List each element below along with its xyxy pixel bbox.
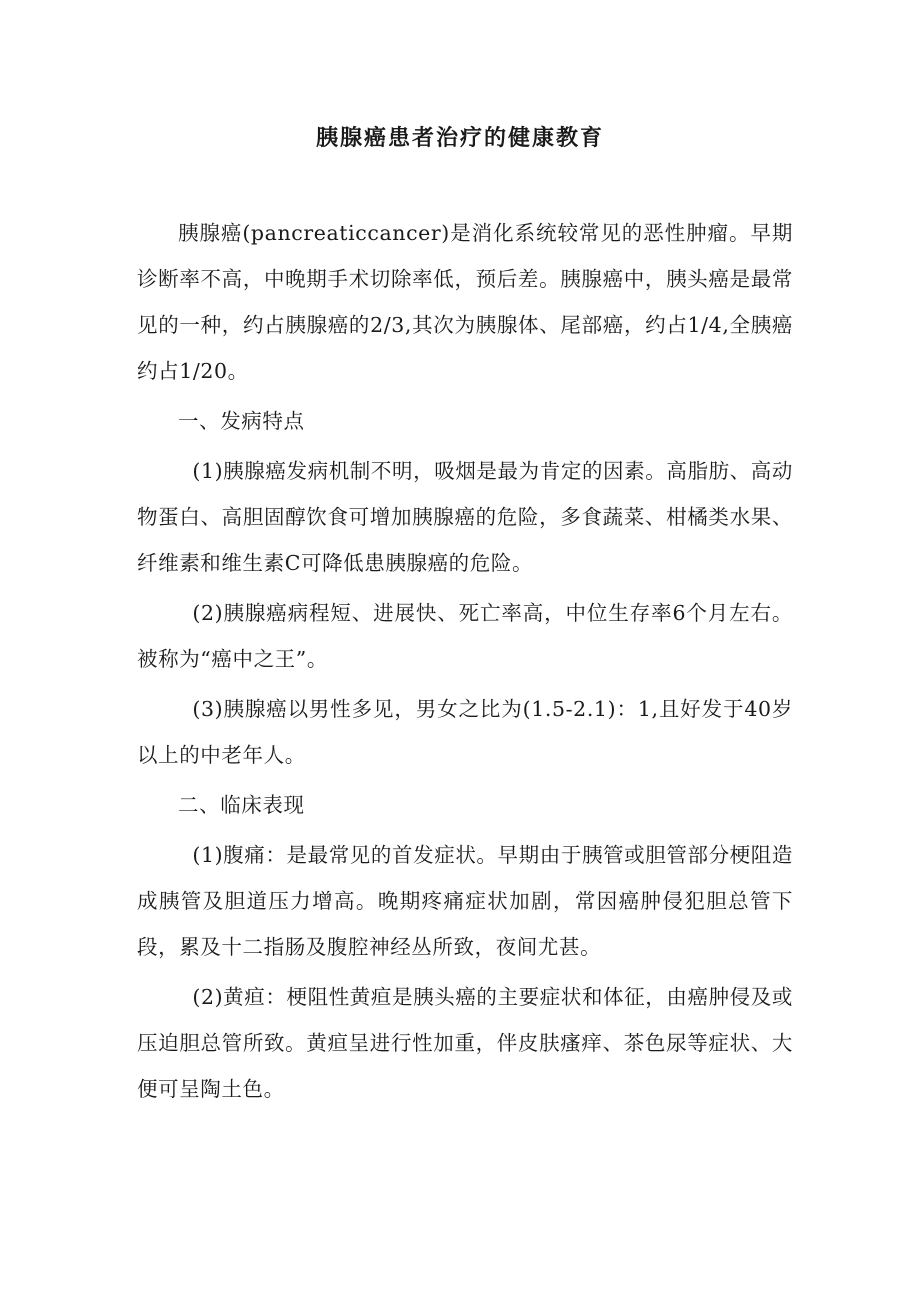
document-body (137, 210, 793, 1116)
section-heading-onset: 一、发病特点 (178, 409, 305, 433)
clinical-item-2: (2)黄疸：梗阻性黄疸是胰头癌的主要症状和体征，由癌肿侵及或压迫胆总管所致。黄疸呈进行性加重，伴皮肤瘙痒、茶色尿等症状、大便可呈陶土色。 (137, 985, 793, 1101)
onset-item-1: (1)胰腺癌发病机制不明，吸烟是最为肯定的因素。高脂肪、高动物蛋白、高胆固醇饮食可增加胰腺癌的危险，多食蔬菜、柑橘类水果、纤维素和维生素C可降低患胰腺癌的危险。 (137, 459, 793, 575)
clinical-item-1: (1)腹痛：是最常见的首发症状。早期由于胰管或胆管部分梗阻造成胰管及胆道压力增高。晚期疼痛症状加剧，常因癌肿侵犯胆总管下段，累及十二指肠及腹腔神经丛所致，夜间尤甚。 (137, 843, 793, 959)
onset-item-3: (3)胰腺癌以男性多见，男女之比为(1.5-2.1)：1,且好发于40岁以上的中老年人。 (137, 697, 793, 767)
section-heading-clinical: 二、临床表现 (178, 793, 305, 817)
document-title: 胰腺癌患者治疗的健康教育 (315, 125, 604, 151)
intro-paragraph: 胰腺癌(pancreaticcancer)是消化系统较常见的恶性肿瘤。早期诊断率不高，中晚期手术切除率低，预后差。胰腺癌中，胰头癌是最常见的一种，约占胰腺癌的2/3,其次为胰腺体、尾部癌，约占1/4,全胰癌约占1/20。 (137, 221, 793, 383)
onset-item-2: (2)胰腺癌病程短、进展快、死亡率高，中位生存率6个月左右。被称为“癌中之王”。 (137, 601, 793, 671)
